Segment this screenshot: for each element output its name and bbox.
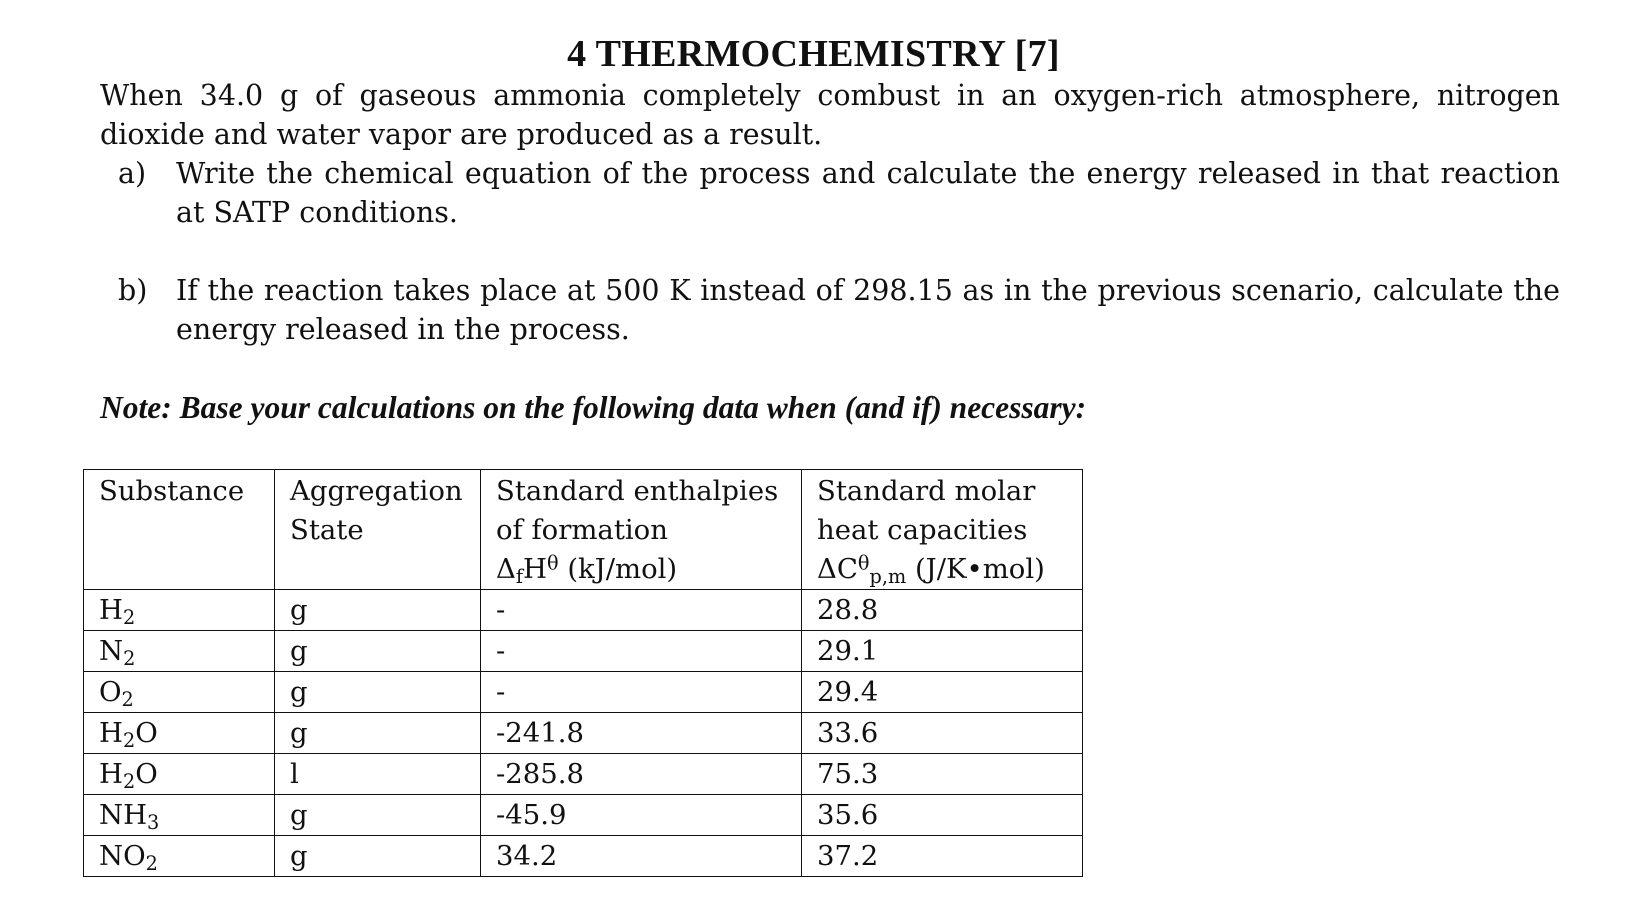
question-part-a [118,154,1560,232]
header-substance-label: Substance [99,475,245,507]
heat-delta-c: ΔC [817,553,858,585]
header-heat-line3 [817,550,1082,589]
cell-substance: $H_2$ [84,590,275,631]
enthalpy-h: H [523,553,547,585]
part-a-marker: a) [118,157,147,190]
header-state-line2: State [290,514,364,546]
table-header-row [84,470,1083,590]
cell-enthalpy: - [481,590,802,631]
header-state-line1: Aggregation [290,475,463,507]
cell-state: g [275,631,481,672]
table-row [84,836,1083,877]
cell-enthalpy: -45.9 [481,795,802,836]
cell-substance: $NO_2$ [84,836,275,877]
header-enthalpy [481,470,802,590]
cell-enthalpy: -241.8 [481,713,802,754]
data-note: Note: Base your calculations on the following data when (and if) necessary: [100,390,1087,425]
header-substance [84,470,275,590]
question-part-b [118,271,1560,349]
enthalpy-theta-superscript: θ [546,551,559,575]
cell-heat-capacity: 28.8 [802,590,1083,631]
table-row [84,590,1083,631]
cell-substance: $N_2$ [84,631,275,672]
header-aggregation-state [275,470,481,590]
part-b-text: If the reaction takes place at 500 K instead of 298.15 as in the previous scenario, calculate the energy released in the process. [176,274,1560,346]
header-heat-line2: heat capacities [817,514,1028,546]
heat-theta-superscript: θ [857,551,870,575]
cell-heat-capacity: 75.3 [802,754,1083,795]
cell-state: g [275,713,481,754]
cell-heat-capacity: 33.6 [802,713,1083,754]
header-enthalpy-line2: of formation [496,514,668,546]
section-title: 4 THERMOCHEMISTRY [7] [567,33,1060,75]
table-row [84,754,1083,795]
cell-substance: $NH_3$ [84,795,275,836]
heat-unit: (J/K•mol) [906,553,1045,585]
thermo-data-table [83,469,1083,877]
cell-state: g [275,590,481,631]
cell-heat-capacity: 37.2 [802,836,1083,877]
cell-substance: $H_2O$ [84,713,275,754]
cell-heat-capacity: 29.1 [802,631,1083,672]
part-b-marker: b) [118,274,148,307]
cell-enthalpy: - [481,631,802,672]
cell-heat-capacity: 35.6 [802,795,1083,836]
heat-pm-subscript: p,m [869,564,907,588]
table-row [84,631,1083,672]
cell-state: g [275,795,481,836]
header-enthalpy-line1: Standard enthalpies [496,475,779,507]
enthalpy-delta: Δ [496,553,516,585]
table-row [84,672,1083,713]
cell-enthalpy: -285.8 [481,754,802,795]
cell-enthalpy: - [481,672,802,713]
header-heat-capacity [802,470,1083,590]
table-row [84,713,1083,754]
problem-intro: When 34.0 g of gaseous ammonia completely combust in an oxygen-rich atmosphere, nitrogen dioxide and water vapor are produced as a result. [100,79,1560,151]
header-enthalpy-line3 [496,550,801,589]
cell-state: g [275,836,481,877]
header-heat-line1: Standard molar [817,475,1036,507]
cell-state: l [275,754,481,795]
cell-state: g [275,672,481,713]
part-a-text: Write the chemical equation of the process and calculate the energy released in that reaction at SATP conditions. [176,157,1560,229]
cell-substance: $O_2$ [84,672,275,713]
cell-heat-capacity: 29.4 [802,672,1083,713]
enthalpy-unit: (kJ/mol) [558,553,678,585]
cell-substance: $H_2O$ [84,754,275,795]
table-row [84,795,1083,836]
cell-enthalpy: 34.2 [481,836,802,877]
enthalpy-f-subscript: f [515,564,523,588]
